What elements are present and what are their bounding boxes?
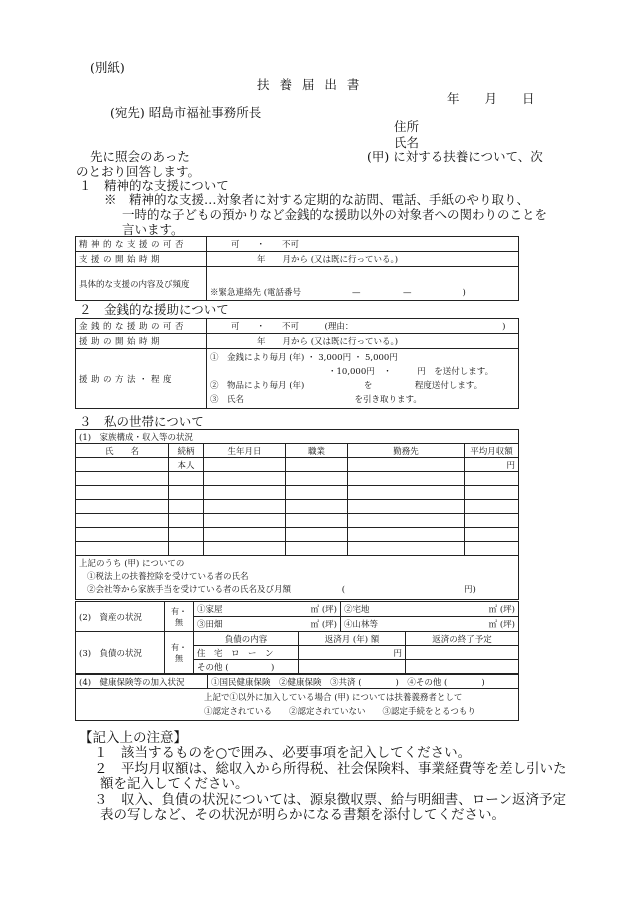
family-name-cell[interactable] bbox=[76, 458, 169, 472]
date-field: 年 月 日 bbox=[447, 91, 535, 106]
notes-item-2a: ２ 平均月収額は、総収入から所得税、社会保険料、事業経費等を差し引いた bbox=[94, 761, 567, 777]
emergency-contact[interactable]: ※緊急連絡先 (電話番号 — — ) bbox=[207, 267, 519, 301]
table-row[interactable] bbox=[76, 528, 519, 542]
notes-item-2b: 額を記入してください。 bbox=[100, 776, 249, 792]
family-header-occupation: 職業 bbox=[286, 444, 348, 458]
family-note-1: 上記のうち (甲) についての bbox=[79, 559, 185, 569]
family-relation-self: 本人 bbox=[169, 458, 204, 472]
attachment-label: (別紙) bbox=[90, 60, 125, 75]
section1-note-3: 言います。 bbox=[122, 222, 184, 237]
asset-land-unit: ㎡ (坪) bbox=[488, 605, 515, 615]
section1-note-2: 一時的な子どもの預かりなど金銭的な援助以外の対象者への関わりのことを bbox=[122, 207, 548, 222]
address-label: 住所 bbox=[394, 119, 420, 134]
section1-heading: １ 精神的な支援について bbox=[79, 178, 229, 193]
table-row[interactable] bbox=[76, 542, 519, 556]
debt-housing-end[interactable] bbox=[406, 646, 519, 660]
support-table bbox=[75, 236, 519, 301]
family-income-yen[interactable]: 円 bbox=[465, 458, 519, 472]
family-note-3-text: ②会社等から家族手当を受けている者の氏名及び月額 bbox=[87, 585, 292, 595]
method-goods: ② 物品により毎月 (年) を 程度送付します。 bbox=[210, 380, 483, 391]
section2-heading: ２ 金銭的な援助について bbox=[79, 302, 229, 317]
financial-start-value[interactable]: 年 月から (又は既に行っている。) bbox=[207, 334, 519, 349]
method-takein: ③ 氏名 を引き取ります。 bbox=[210, 394, 422, 405]
table-row[interactable] bbox=[76, 486, 519, 500]
asset-forest[interactable] bbox=[341, 617, 519, 632]
family-header-name: 氏 名 bbox=[76, 444, 169, 458]
family-table bbox=[75, 429, 519, 600]
debts-header-end: 返済の終了予定 bbox=[406, 632, 519, 646]
asset-house-unit: ㎡ (坪) bbox=[310, 605, 337, 615]
debt-other[interactable]: その他 ( ) bbox=[194, 660, 299, 674]
insurance-options[interactable]: ①国民健康保険 ②健康保険 ③共済 ( ) ④その他 ( ) bbox=[208, 675, 519, 689]
asset-forest-unit: ㎡ (坪) bbox=[488, 620, 515, 630]
financial-method-label: 援助の方法・程度 bbox=[76, 349, 207, 409]
assets-label: (2) 資産の状況 bbox=[76, 602, 165, 632]
asset-house[interactable] bbox=[194, 602, 341, 617]
financial-method-cell[interactable] bbox=[207, 349, 519, 409]
support-start-label: 支援の開始時期 bbox=[76, 252, 207, 267]
support-possible-value[interactable]: 可 ・ 不可 bbox=[207, 237, 519, 252]
table-row[interactable] bbox=[76, 500, 519, 514]
insurance-label: (4) 健康保険等の加入状況 bbox=[76, 675, 208, 689]
notes-item-3b: 表の写しなど、その状況が明らかになる書類を添付してください。 bbox=[100, 807, 505, 823]
family-header-relation: 続柄 bbox=[169, 444, 204, 458]
insurance-note-2[interactable]: ①認定されている ②認定されていない ③認定手続をとるつもり bbox=[204, 706, 476, 717]
insurance-note-1: 上記で①以外に加入している場合 (甲) については扶養義務者として bbox=[204, 692, 463, 703]
asset-field-label: ③田畑 bbox=[197, 620, 223, 630]
table-row[interactable] bbox=[76, 472, 519, 486]
family-header-income: 平均月収額 bbox=[465, 444, 519, 458]
family-notes bbox=[76, 556, 519, 600]
debts-flag[interactable]: 有・無 bbox=[165, 632, 194, 674]
name-label: 氏名 bbox=[394, 135, 420, 150]
debts-header-amount: 返済月 (年) 額 bbox=[299, 632, 406, 646]
debt-housing-loan: 住 宅 ロ ー ン bbox=[194, 646, 299, 660]
notes-item-3a: ３ 収入、負債の状況については、源泉徴収票、給与明細書、ローン返済予定 bbox=[94, 792, 566, 808]
debts-table bbox=[75, 631, 519, 674]
insurance-table bbox=[75, 674, 519, 721]
asset-house-label: ①家屋 bbox=[197, 605, 223, 615]
table-row bbox=[76, 458, 519, 472]
assets-table bbox=[75, 601, 519, 632]
page-title: 扶 養 届 出 書 bbox=[257, 77, 363, 92]
debt-other-amount[interactable] bbox=[299, 660, 406, 674]
notes-item-1: １ 該当するものを○で囲み、必要事項を記入してください。 bbox=[94, 745, 472, 761]
asset-field[interactable] bbox=[194, 617, 341, 632]
addressee: (宛先) 昭島市福祉事務所長 bbox=[110, 105, 262, 120]
method-cash-line1: ① 金銭により毎月 (年) ・ 3,000円 ・ 5,000円 bbox=[210, 352, 398, 363]
section3-heading: ３ 私の世帯について bbox=[79, 414, 204, 429]
asset-forest-label: ④山林等 bbox=[344, 620, 379, 630]
support-possible-label: 精神的な支援の可否 bbox=[76, 237, 207, 252]
family-header-birthdate: 生年月日 bbox=[204, 444, 286, 458]
debts-header-content: 負債の内容 bbox=[194, 632, 299, 646]
support-detail-label: 具体的な支援の内容及び頻度 bbox=[76, 267, 207, 301]
asset-land[interactable] bbox=[341, 602, 519, 617]
financial-possible-value[interactable]: 可 ・ 不可 (理由： ) bbox=[207, 319, 519, 334]
debts-label: (3) 負債の状況 bbox=[76, 632, 165, 674]
financial-start-label: 援助の開始時期 bbox=[76, 334, 207, 349]
support-start-value[interactable]: 年 月から (又は既に行っている。) bbox=[207, 252, 519, 267]
insurance-notes bbox=[76, 689, 519, 721]
intro-line1a: 先に照会のあった bbox=[90, 149, 190, 164]
debt-other-end[interactable] bbox=[406, 660, 519, 674]
financial-table bbox=[75, 318, 519, 409]
intro-line1b: (甲) に対する扶養について、次 bbox=[367, 149, 543, 164]
notes-heading: 【記入上の注意】 bbox=[79, 730, 187, 746]
family-allowance-amount[interactable]: ( 円) bbox=[341, 585, 476, 595]
family-birth-cell[interactable] bbox=[204, 458, 286, 472]
family-note-2: ①税法上の扶養控除を受けている者の氏名 bbox=[87, 572, 249, 582]
method-cash-line2: ・10,000円 ・ 円 を送付します。 bbox=[328, 366, 494, 377]
section1-note-1: ※ 精神的な支援…対象者に対する定期的な訪問、電話、手紙のやり取り、 bbox=[104, 192, 530, 207]
table-row[interactable] bbox=[76, 514, 519, 528]
financial-possible-label: 金銭的な援助の可否 bbox=[76, 319, 207, 334]
family-job-cell[interactable] bbox=[286, 458, 348, 472]
family-title: (1) 家族構成・収入等の状況 bbox=[76, 430, 519, 444]
family-header-workplace: 勤務先 bbox=[348, 444, 465, 458]
family-work-cell[interactable] bbox=[348, 458, 465, 472]
debt-housing-amount[interactable]: 円 bbox=[299, 646, 406, 660]
asset-field-unit: ㎡ (坪) bbox=[310, 620, 337, 630]
intro-line2: のとおり回答します。 bbox=[76, 164, 201, 179]
family-note-3 bbox=[79, 584, 515, 597]
asset-land-label: ②宅地 bbox=[344, 605, 370, 615]
assets-flag[interactable]: 有・無 bbox=[165, 602, 194, 632]
